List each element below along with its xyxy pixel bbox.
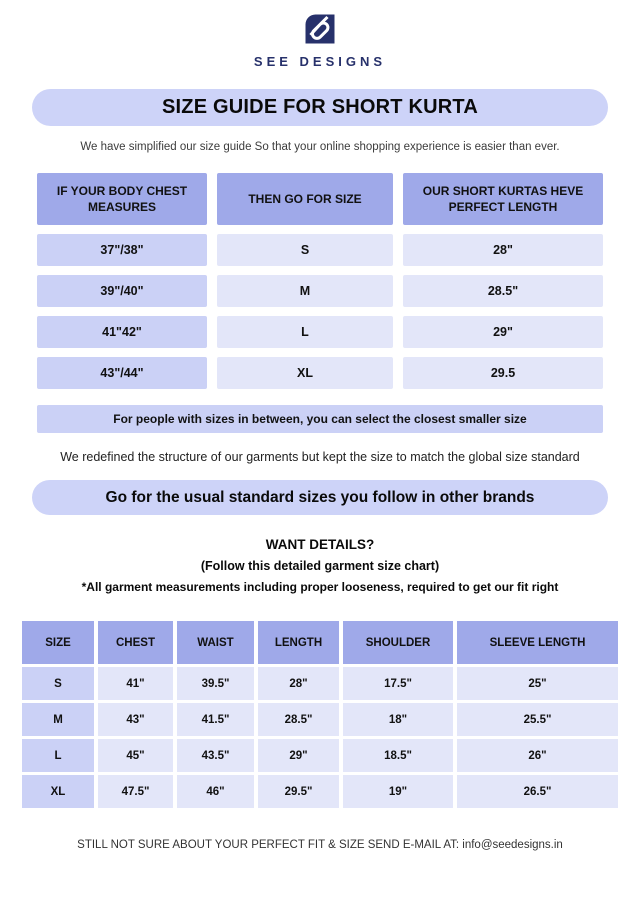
column-header-go-for-size: THEN GO FOR SIZE <box>217 173 393 225</box>
table-cell: 28" <box>258 667 339 700</box>
other-brands-banner: Go for the usual standard sizes you follow in other brands <box>32 480 608 515</box>
table-cell: 25.5" <box>457 703 618 736</box>
want-details-heading: WANT DETAILS? <box>265 537 375 552</box>
body-size-table <box>37 173 603 389</box>
brand-name: SEE DESIGNS <box>253 54 387 69</box>
page-title: SIZE GUIDE FOR SHORT KURTA <box>32 89 608 126</box>
table-cell: XL <box>22 775 94 808</box>
table-cell: 45" <box>98 739 173 772</box>
column-header-length: LENGTH <box>258 621 339 664</box>
table-cell: 26" <box>457 739 618 772</box>
table-cell: L <box>217 316 393 348</box>
column-header-waist: WAIST <box>177 621 254 664</box>
details-subheading: (Follow this detailed garment size chart) <box>200 559 440 573</box>
table-cell: M <box>22 703 94 736</box>
table-cell: 43"/44" <box>37 357 207 389</box>
in-between-sizes-note: For people with sizes in between, you can select the closest smaller size <box>37 405 603 433</box>
table-cell: XL <box>217 357 393 389</box>
table-cell: S <box>22 667 94 700</box>
brand-logo <box>0 0 640 49</box>
table-cell: 41"42" <box>37 316 207 348</box>
table-cell: S <box>217 234 393 266</box>
table-cell: 19" <box>343 775 453 808</box>
column-header-perfect-length: OUR SHORT KURTAS HEVE PERFECT LENGTH <box>403 173 603 225</box>
table-cell: 37"/38" <box>37 234 207 266</box>
table-cell: M <box>217 275 393 307</box>
table-cell: L <box>22 739 94 772</box>
table-cell: 28" <box>403 234 603 266</box>
global-standard-text: We redefined the structure of our garments but kept the size to match the global size standard <box>60 450 580 464</box>
garment-size-table <box>22 621 618 808</box>
table-cell: 43.5" <box>177 739 254 772</box>
measurement-disclaimer: *All garment measurements including proper looseness, required to get our fit right <box>81 580 559 594</box>
table-cell: 41.5" <box>177 703 254 736</box>
table-cell: 18.5" <box>343 739 453 772</box>
table-cell: 25" <box>457 667 618 700</box>
table-cell: 26.5" <box>457 775 618 808</box>
table-cell: 29" <box>258 739 339 772</box>
table-cell: 28.5" <box>258 703 339 736</box>
table-cell: 28.5" <box>403 275 603 307</box>
table-cell: 43" <box>98 703 173 736</box>
column-header-size: SIZE <box>22 621 94 664</box>
table-cell: 39.5" <box>177 667 254 700</box>
table-cell: 47.5" <box>98 775 173 808</box>
column-header-shoulder: SHOULDER <box>343 621 453 664</box>
table-cell: 39"/40" <box>37 275 207 307</box>
table-cell: 17.5" <box>343 667 453 700</box>
column-header-chest-measures: IF YOUR BODY CHEST MEASURES <box>37 173 207 225</box>
table-cell: 29.5" <box>258 775 339 808</box>
intro-text: We have simplified our size guide So that your online shopping experience is easier than ever. <box>80 141 560 153</box>
see-designs-logo-icon <box>305 14 335 49</box>
contact-footer: STILL NOT SURE ABOUT YOUR PERFECT FIT & SIZE SEND E-MAIL AT: info@seedesigns.in <box>77 839 563 851</box>
table-cell: 46" <box>177 775 254 808</box>
table-cell: 29" <box>403 316 603 348</box>
column-header-chest: CHEST <box>98 621 173 664</box>
table-cell: 41" <box>98 667 173 700</box>
column-header-sleeve-length: SLEEVE LENGTH <box>457 621 618 664</box>
table-cell: 18" <box>343 703 453 736</box>
table-cell: 29.5 <box>403 357 603 389</box>
